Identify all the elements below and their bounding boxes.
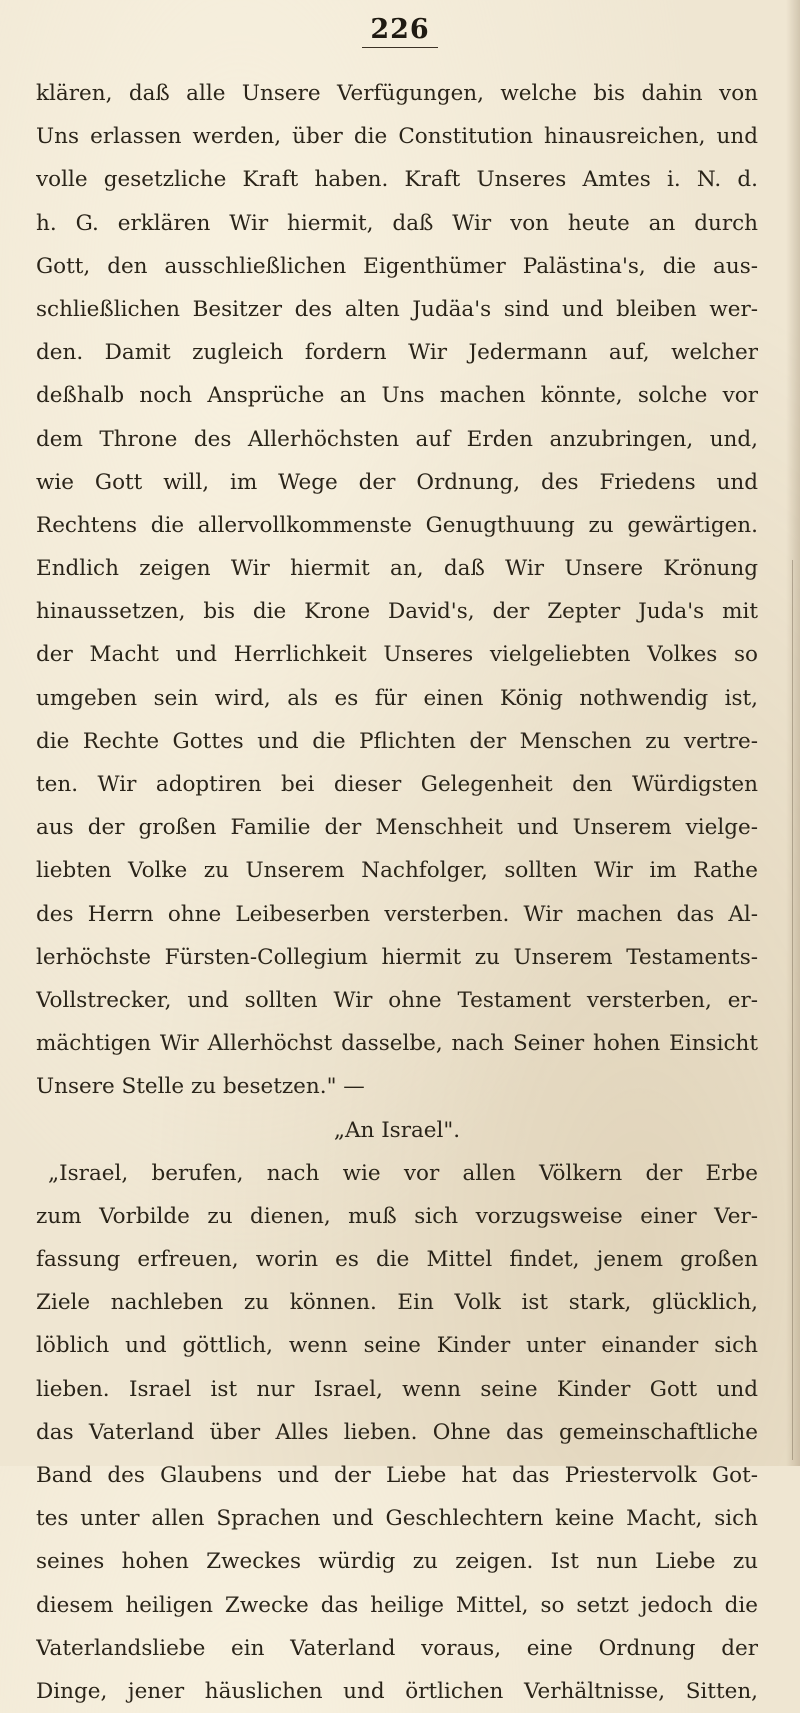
text-line-30: löblich und göttlich, wenn seine Kinder unter einander sich: [36, 1333, 758, 1359]
text-line-24: Unsere Stelle zu besetzen." —: [36, 1074, 365, 1100]
text-line-31: lieben. Israel ist nur Israel, wenn seine Kinder Gott und: [36, 1376, 758, 1402]
text-line-16: die Rechte Gottes und die Pflichten der Menschen zu vertre-: [36, 728, 758, 754]
text-line-19: liebten Volke zu Unserem Nachfolger, sollten Wir im Rathe: [36, 858, 758, 884]
text-line-12: Endlich zeigen Wir hiermit an, daß Wir Unsere Krönung: [36, 556, 758, 582]
body-text: [36, 72, 758, 1713]
text-line-34: tes unter allen Sprachen und Geschlechtern keine Macht, sich: [36, 1506, 758, 1532]
text-line-6: schließlichen Besitzer des alten Judäa's sind und bleiben wer-: [36, 296, 758, 322]
text-line-33: Band des Glaubens und der Liebe hat das Priestervolk Got-: [36, 1463, 758, 1488]
text-line-28: fassung erfreuen, worin es die Mittel findet, jenem großen: [36, 1247, 758, 1273]
page-number: [0, 14, 800, 48]
text-line-35: seines hohen Zweckes würdig zu zeigen. Ist nun Liebe zu: [36, 1549, 758, 1575]
page-number-text: 226: [362, 14, 437, 48]
page-edge-shadow: [786, 0, 800, 1466]
text-line-11: Rechtens die allervollkommenste Genugthuung zu gewärtigen.: [36, 512, 758, 538]
text-line-21: lerhöchste Fürsten-Collegium hiermit zu Unserem Testaments-: [36, 944, 758, 970]
section-heading: „An Israel".: [333, 1117, 461, 1143]
text-line-38: Dinge, jener häuslichen und örtlichen Verhältnisse, Sitten,: [36, 1678, 758, 1704]
text-line-27: zum Vorbilde zu dienen, muß sich vorzugsweise einer Ver-: [36, 1203, 758, 1229]
text-line-36: diesem heiligen Zwecke das heilige Mittel, so setzt jedoch die: [36, 1592, 758, 1618]
text-line-14: der Macht und Herrlichkeit Unseres vielgeliebten Volkes so: [36, 642, 758, 668]
text-line-15: umgeben sein wird, als es für einen König nothwendig ist,: [36, 685, 758, 711]
text-line-3: volle gesetzliche Kraft haben. Kraft Unseres Amtes i. N. d.: [36, 167, 758, 193]
text-line-4: h. G. erklären Wir hiermit, daß Wir von heute an durch: [36, 210, 758, 236]
text-line-7: den. Damit zugleich fordern Wir Jedermann auf, welcher: [36, 340, 758, 366]
text-line-5: Gott, den ausschließlichen Eigenthümer Palästina's, die aus-: [36, 253, 758, 279]
text-line-10: wie Gott will, im Wege der Ordnung, des Friedens und: [36, 469, 758, 495]
text-line-8: deßhalb noch Ansprüche an Uns machen könnte, solche vor: [36, 383, 758, 409]
page-edge-line: [792, 560, 793, 1460]
text-line-18: aus der großen Familie der Menschheit und Unserem vielge-: [36, 815, 758, 841]
text-line-1: klären, daß alle Unsere Verfügungen, welche bis dahin von: [36, 81, 758, 106]
text-line-32: das Vaterland über Alles lieben. Ohne das gemeinschaftliche: [36, 1419, 758, 1445]
text-line-2: Uns erlassen werden, über die Constitution hinausreichen, und: [36, 124, 758, 150]
text-line-13: hinaussetzen, bis die Krone David's, der Zepter Juda's mit: [36, 599, 758, 625]
text-line-23: mächtigen Wir Allerhöchst dasselbe, nach Seiner hohen Einsicht: [36, 1031, 758, 1057]
text-line-9: dem Throne des Allerhöchsten auf Erden anzubringen, und,: [36, 426, 758, 452]
text-line-20: des Herrn ohne Leibeserben versterben. Wir machen das Al-: [36, 901, 758, 927]
text-line-17: ten. Wir adoptiren bei dieser Gelegenheit den Würdigsten: [36, 772, 758, 797]
text-line-26: „Israel, berufen, nach wie vor allen Völkern der Erbe: [48, 1160, 758, 1186]
text-line-37: Vaterlandsliebe ein Vaterland voraus, eine Ordnung der: [36, 1635, 758, 1661]
text-line-29: Ziele nachleben zu können. Ein Volk ist stark, glücklich,: [36, 1290, 758, 1316]
text-line-22: Vollstrecker, und sollten Wir ohne Testament versterben, er-: [36, 987, 758, 1013]
